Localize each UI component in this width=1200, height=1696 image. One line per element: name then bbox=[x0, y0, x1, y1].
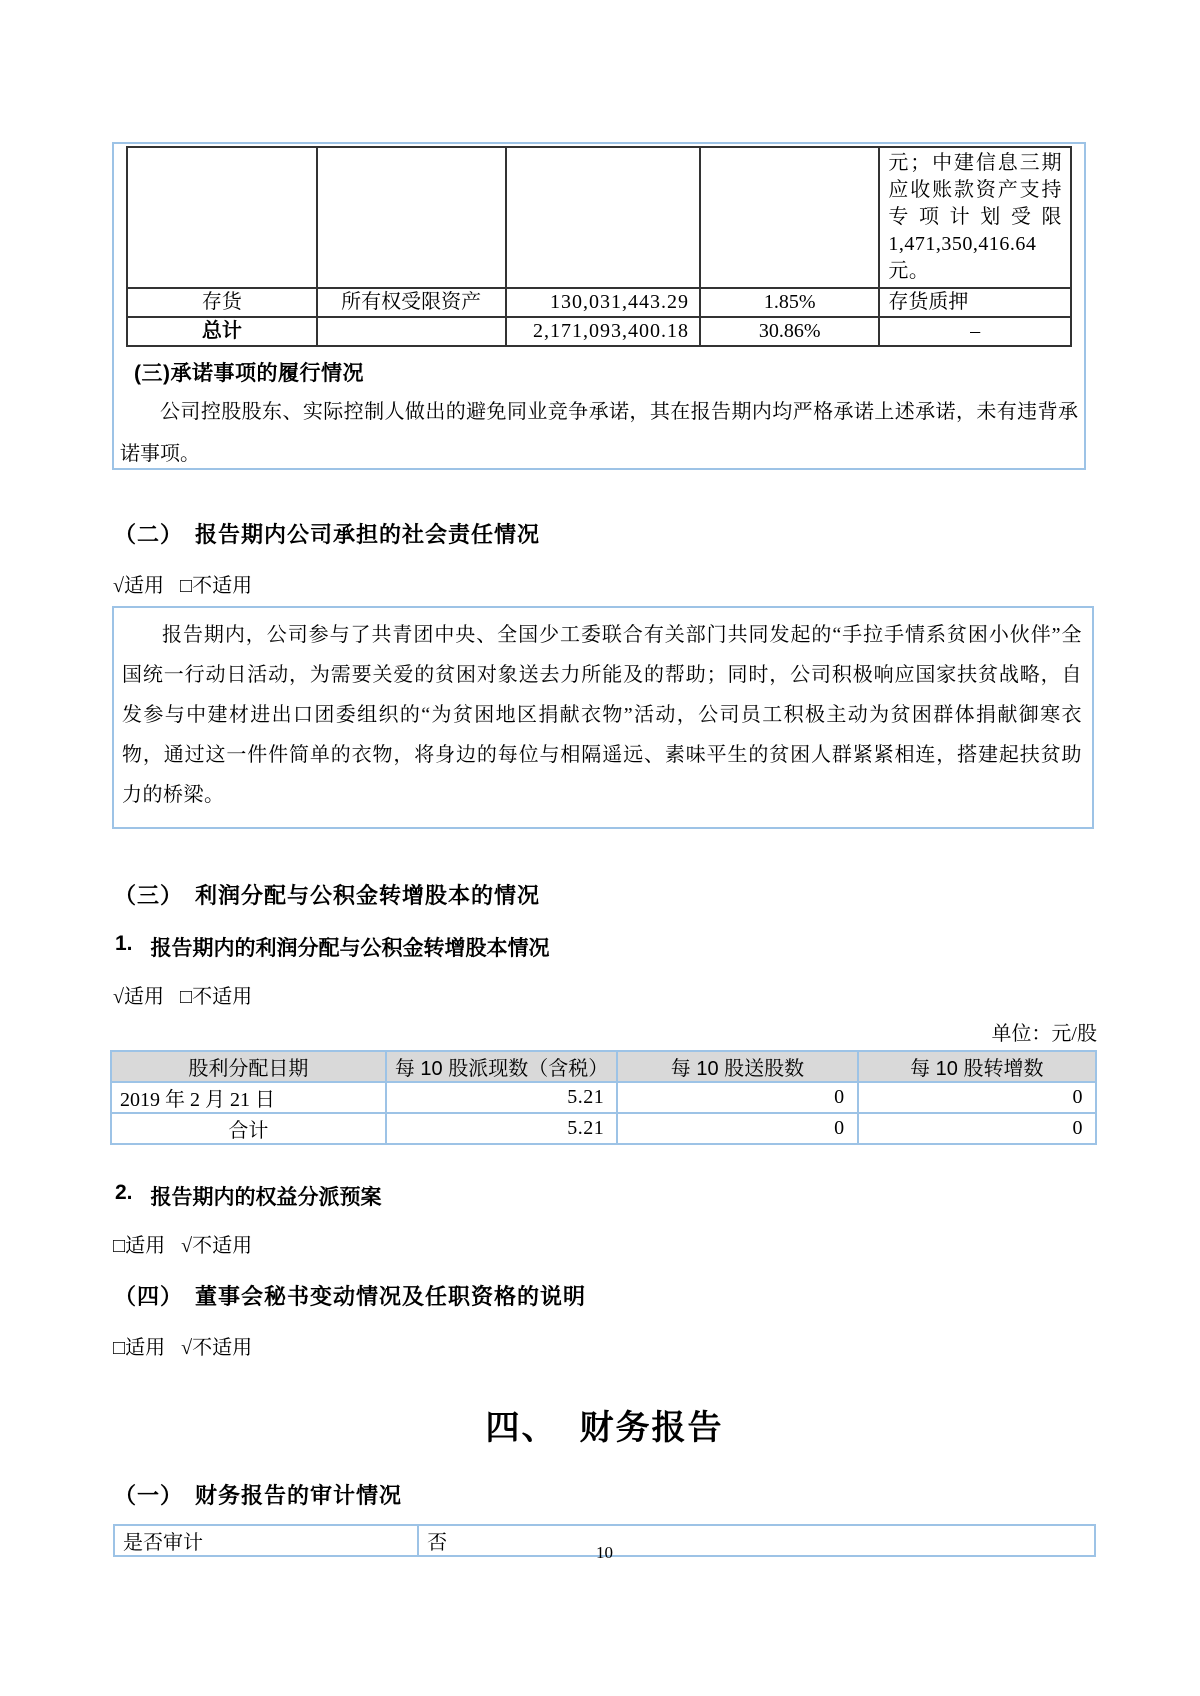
table-cell: 130,031,443.29 bbox=[506, 288, 700, 317]
table-cell: 1.85% bbox=[700, 288, 879, 317]
column-header: 每 10 股派现数（含税） bbox=[386, 1051, 617, 1082]
applicable-mark: √适用 bbox=[113, 575, 164, 597]
table-cell bbox=[317, 317, 506, 346]
table-cell: 2019 年 2 月 21 日 bbox=[111, 1082, 386, 1113]
applicable-mark: √适用 bbox=[113, 986, 164, 1008]
chapter-title bbox=[112, 1400, 1097, 1449]
table-cell bbox=[317, 147, 506, 288]
commitments-heading: (三)承诺事项的履行情况 bbox=[134, 362, 364, 385]
section-title: 利润分配与公积金转增股本的情况 bbox=[195, 883, 541, 908]
audit-value-cell: 否 bbox=[418, 1525, 1095, 1556]
table-cell: 5.21 bbox=[386, 1113, 617, 1144]
unit-note: 单位：元/股 bbox=[991, 1023, 1097, 1045]
applicability-line bbox=[113, 1229, 1097, 1258]
table-header-row bbox=[111, 1051, 1096, 1082]
not-applicable-mark: □不适用 bbox=[179, 575, 253, 597]
applicable-mark: √不适用 bbox=[181, 1235, 253, 1257]
section-heading-profit-distribution bbox=[114, 879, 1097, 910]
social-responsibility-box bbox=[112, 606, 1094, 829]
table-cell: 0 bbox=[617, 1113, 857, 1144]
table-cell: 0 bbox=[617, 1082, 857, 1113]
section-title: 财务报告的审计情况 bbox=[195, 1483, 403, 1508]
section-heading-audit bbox=[114, 1479, 1097, 1510]
table-cell: 0 bbox=[858, 1113, 1096, 1144]
social-responsibility-paragraph: 报告期内，公司参与了共青团中央、全国少工委联合有关部门共同发起的“手拉手情系贫困小伙伴”全国统一行动日活动，为需要关爱的贫困对象送去力所能及的帮助；同时，公司积极响应国家扶贫战略，自发参与中建材进出口团委组织的“为贫困地区捐献衣物”活动，公司员工积极主动为贫困群体捐献御寒衣物，通过这一件件简单的衣物，将身边的每位与相隔遥远、素味平生的贫困人群紧紧相连，搭建起扶贫助力的桥梁。 bbox=[122, 624, 1082, 806]
section-number: （四） bbox=[114, 1284, 184, 1309]
section-number: （一） bbox=[114, 1483, 184, 1508]
applicability-line bbox=[113, 980, 1097, 1009]
subsection-number: 2. bbox=[115, 1181, 133, 1204]
restricted-assets-table bbox=[126, 146, 1072, 347]
column-header: 股利分配日期 bbox=[111, 1051, 386, 1082]
section-heading-board-secretary bbox=[114, 1280, 1097, 1311]
table-cell: – bbox=[879, 317, 1071, 346]
restricted-assets-commitments-box bbox=[112, 142, 1086, 470]
not-applicable-mark: □适用 bbox=[113, 1235, 166, 1257]
table-row bbox=[127, 147, 1071, 288]
applicable-mark: √不适用 bbox=[181, 1337, 253, 1359]
chapter-text: 财务报告 bbox=[579, 1409, 724, 1447]
section-number: （三） bbox=[114, 883, 184, 908]
table-row bbox=[127, 288, 1071, 317]
applicability-line bbox=[113, 1331, 1097, 1360]
applicability-line bbox=[113, 569, 1097, 598]
subsection-heading-1 bbox=[115, 932, 1097, 962]
page-number: 10 bbox=[596, 1543, 613, 1562]
table-row bbox=[111, 1082, 1096, 1113]
dividend-table bbox=[110, 1050, 1097, 1145]
table-cell: 2,171,093,400.18 bbox=[506, 317, 700, 346]
section-title: 报告期内公司承担的社会责任情况 bbox=[195, 522, 541, 547]
merged-note-cell: 元；中建信息三期应收账款资产支持专项计划受限1,471,350,416.64元。 bbox=[879, 147, 1071, 288]
column-header: 每 10 股转增数 bbox=[858, 1051, 1096, 1082]
table-row bbox=[111, 1113, 1096, 1144]
section-title: 董事会秘书变动情况及任职资格的说明 bbox=[195, 1284, 587, 1309]
table-cell: 存货 bbox=[127, 288, 317, 317]
table-cell: 存货质押 bbox=[879, 288, 1071, 317]
table-cell bbox=[506, 147, 700, 288]
audit-label-cell: 是否审计 bbox=[114, 1525, 418, 1556]
column-header: 每 10 股送股数 bbox=[617, 1051, 857, 1082]
table-cell bbox=[700, 147, 879, 288]
subsection-title: 报告期内的利润分配与公积金转增股本情况 bbox=[150, 937, 550, 960]
section-number: （二） bbox=[114, 522, 184, 547]
subsection-title: 报告期内的权益分派预案 bbox=[150, 1186, 382, 1209]
not-applicable-mark: □适用 bbox=[113, 1337, 166, 1359]
table-cell: 总计 bbox=[127, 317, 317, 346]
table-cell bbox=[127, 147, 317, 288]
commitments-paragraph: 公司控股股东、实际控制人做出的避免同业竞争承诺，其在报告期内均严格承诺上述承诺，未有违背承诺事项。 bbox=[120, 401, 1078, 465]
table-cell: 0 bbox=[858, 1082, 1096, 1113]
table-row bbox=[127, 317, 1071, 346]
table-cell: 30.86% bbox=[700, 317, 879, 346]
table-cell: 合计 bbox=[111, 1113, 386, 1144]
table-cell: 所有权受限资产 bbox=[317, 288, 506, 317]
subsection-heading-2 bbox=[115, 1181, 1097, 1211]
chapter-number: 四、 bbox=[485, 1409, 558, 1447]
subsection-number: 1. bbox=[115, 932, 133, 955]
section-heading-social-responsibility bbox=[114, 518, 1097, 549]
table-cell: 5.21 bbox=[386, 1082, 617, 1113]
not-applicable-mark: □不适用 bbox=[179, 986, 253, 1008]
